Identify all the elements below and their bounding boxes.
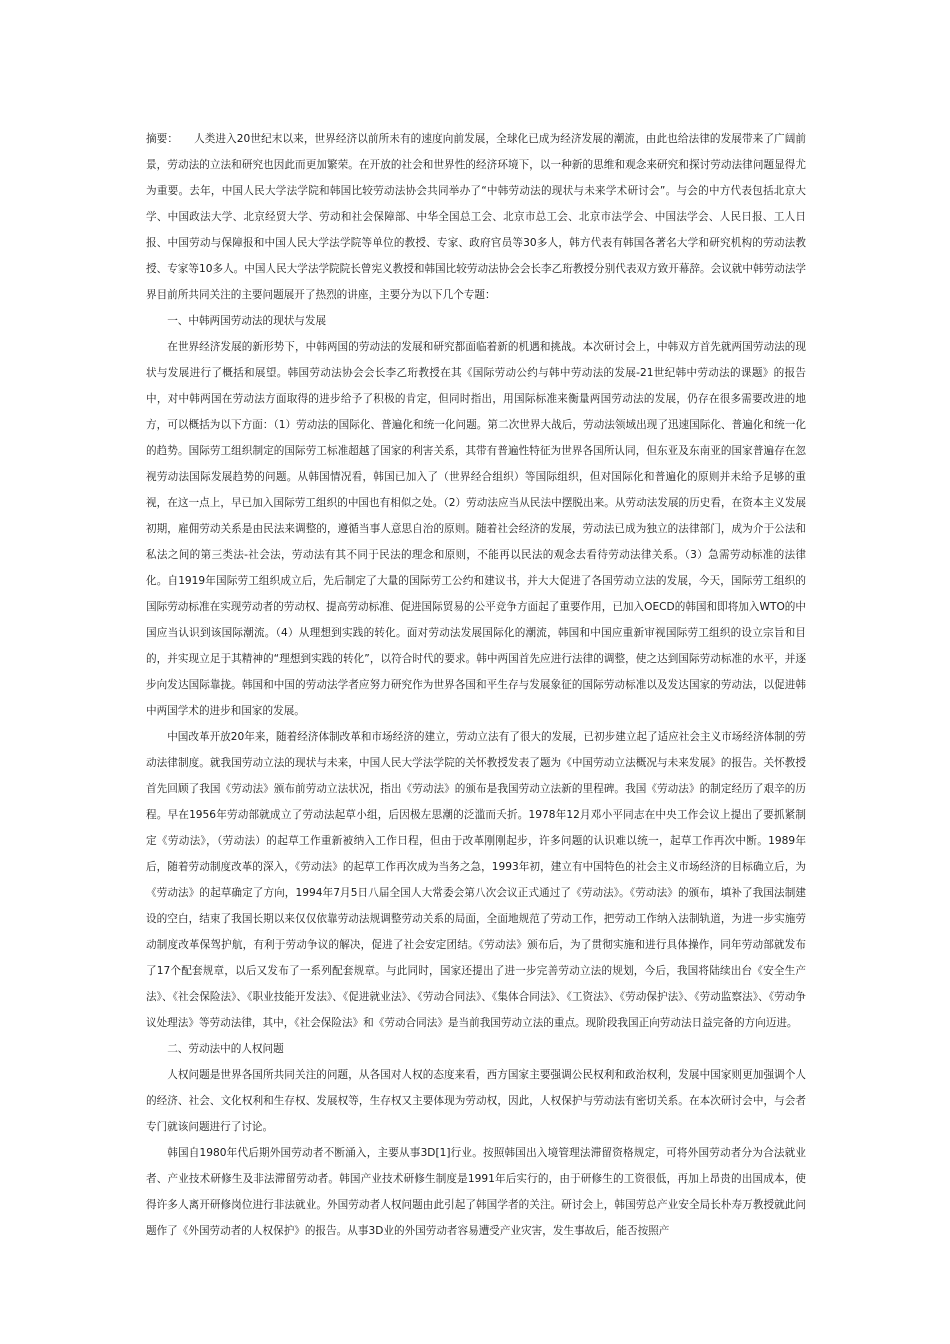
section-2-paragraph-2: 韩国自1980年代后期外国劳动者不断涌入，主要从事3D[1]行业。按照韩国出入境管理法滞留资格规定，可将外国劳动者分为合法就业者、产业技术研修生及非法滞留劳动者。韩国产业技术研修生制度是1991年后实行的，由于研修生的工资很低，再加上昂贵的出国成本，使得许多人离开研修岗位进行非法就业。外国劳动者人权问题由此引起了韩国学者的关注。研讨会上，韩国劳总产业安全局长朴寿万教授就此问题作了《外国劳动者的人权保护》的报告。从事3D业的外国劳动者容易遭受产业灾害，发生事故后，能否按照产 <box>146 1147 806 1237</box>
section-heading-2: 二、劳动法中的人权问题 <box>167 1043 284 1055</box>
abstract-text: 人类进入20世纪末以来，世界经济以前所未有的速度向前发展，全球化已成为经济发展的潮流，由此也给法律的发展带来了广阔前景，劳动法的立法和研究也因此而更加繁荣。在开放的社会和世界性的经济环境下，以一种新的思维和观念来研究和探讨劳动法律问题显得尤为重要。去年，中国人民大学法学院和韩国比较劳动法协会共同举办了“中韩劳动法的现状与未来学术研讨会”。与会的中方代表包括北京大学、中国政法大学、北京经贸大学、劳动和社会保障部、中华全国总工会、北京市总工会、北京市法学会、中国法学会、人民日报、工人日报、中国劳动与保障报和中国人民大学法学院等单位的教授、专家、政府官员等30多人，韩方代表有韩国各著名大学和研究机构的劳动法教授、专家等10多人。中国人民大学法学院院长曾宪义教授和韩国比较劳动法协会会长李乙珩教授分别代表双方致开幕辞。会议就中韩劳动法学界目前所共同关注的主要问题展开了热烈的讲座，主要分为以下几个专题： <box>146 133 806 301</box>
section-1-paragraph-2: 中国改革开放20年来，随着经济体制改革和市场经济的建立，劳动立法有了很大的发展，已初步建立起了适应社会主义市场经济体制的劳动法律制度。就我国劳动立法的现状与未来，中国人民大学法学院的关怀教授发表了题为《中国劳动立法概况与未来发展》的报告。关怀教授首先回顾了我国《劳动法》颁布前劳动立法状况，指出《劳动法》的颁布是我国劳动立法新的里程碑。我国《劳动法》的制定经历了艰辛的历程。早在1956年劳动部就成立了劳动法起草小组，后因极左思潮的泛滥而夭折。1978年12月邓小平同志在中央工作会议上提出了要抓紧制定《劳动法》，（劳动法）的起草工作重新被纳入工作日程，但由于改革刚刚起步，许多问题的认识难以统一，起草工作再次中断。1989年后，随着劳动制度改革的深入，《劳动法》的起草工作再次成为当务之急，1993年初，建立有中国特色的社会主义市场经济的目标确立后，为《劳动法》的起草确定了方向，1994年7月5日八届全国人大常委会第八次会议正式通过了《劳动法》。《劳动法》的颁布，填补了我国法制建设的空白，结束了我国长期以来仅仅依靠劳动法规调整劳动关系的局面，全面地规范了劳动工作，把劳动工作纳入法制轨道，为进一步实施劳动制度改革保驾护航，有利于劳动争议的解决，促进了社会安定团结。《劳动法》颁布后，为了贯彻实施和进行具体操作，同年劳动部就发布了17个配套规章，以后又发布了一系列配套规章。与此同时，国家还提出了进一步完善劳动立法的规划，今后，我国将陆续出台《安全生产法》、《社会保险法》、《职业技能开发法》、《促进就业法》、《劳动合同法》、《集体合同法》、《工资法》、《劳动保护法》、《劳动监察法》、《劳动争议处理法》等劳动法律，其中，《社会保险法》和《劳动合同法》是当前我国劳动立法的重点。现阶段我国正向劳动法日益完备的方向迈进。 <box>146 731 806 1029</box>
section-2-paragraph-1: 人权问题是世界各国所共同关注的问题，从各国对人权的态度来看，西方国家主要强调公民权利和政治权利，发展中国家则更加强调个人的经济、社会、文化权利和生存权、发展权等，生存权又主要体现为劳动权，因此，人权保护与劳动法有密切关系。在本次研讨会中，与会者专门就该问题进行了讨论。 <box>146 1069 806 1133</box>
section-heading-1: 一、中韩两国劳动法的现状与发展 <box>167 315 327 327</box>
abstract-label: 摘要： <box>146 133 179 145</box>
section-1-paragraph-1: 在世界经济发展的新形势下，中韩两国的劳动法的发展和研究都面临着新的机遇和挑战。本次研讨会上，中韩双方首先就两国劳动法的现状与发展进行了概括和展望。韩国劳动法协会会长李乙珩教授在其《国际劳动公约与韩中劳动法的发展-21世纪韩中劳动法的课题》的报告中，对中韩两国在劳动法方面取得的进步给予了积极的肯定，但同时指出，用国际标准来衡量两国劳动法的发展，仍存在很多需要改进的地方，可以概括为以下方面：（1）劳动法的国际化、普遍化和统一化问题。第二次世界大战后，劳动法领域出现了迅速国际化、普遍化和统一化的趋势。国际劳工组织制定的国际劳工标准超越了国家的利害关系，其带有普遍性特征为世界各国所认同，但东亚及东南亚的国家普遍存在忽视劳动法国际发展趋势的问题。从韩国情况看，韩国已加入了（世界经合组织）等国际组织，但对国际化和普遍化的原则并未给予足够的重视，在这一点上，早已加入国际劳工组织的中国也有相似之处。（2）劳动法应当从民法中摆脱出来。从劳动法发展的历史看，在资本主义发展初期，雇佣劳动关系是由民法来调整的，遵循当事人意思自治的原则。随着社会经济的发展，劳动法已成为独立的法律部门，成为介于公法和私法之间的第三类法-社会法，劳动法有其不同于民法的理念和原则，不能再以民法的观念去看待劳动法律关系。（3）急需劳动标准的法律化。自1919年国际劳工组织成立后，先后制定了大量的国际劳工公约和建议书，并大大促进了各国劳动立法的发展，今天，国际劳工组织的国际劳动标准在实现劳动者的劳动权、提高劳动标准、促进国际贸易的公平竞争方面起了重要作用，已加入OECD的韩国和即将加入WTO的中国应当认识到该国际潮流。（4）从理想到实践的转化。面对劳动法发展国际化的潮流，韩国和中国应重新审视国际劳工组织的设立宗旨和目的，并实现立足于其精神的“理想到实践的转化”，以符合时代的要求。韩中两国首先应进行法律的调整，使之达到国际劳动标准的水平，并逐步向发达国际靠拢。韩国和中国的劳动法学者应努力研究作为世界各国和平生存与发展象征的国际劳动标准以及发达国家的劳动法，以促进韩中两国学术的进步和国家的发展。 <box>146 341 806 717</box>
document-page <box>146 126 806 1244</box>
abstract-paragraph <box>146 126 806 308</box>
